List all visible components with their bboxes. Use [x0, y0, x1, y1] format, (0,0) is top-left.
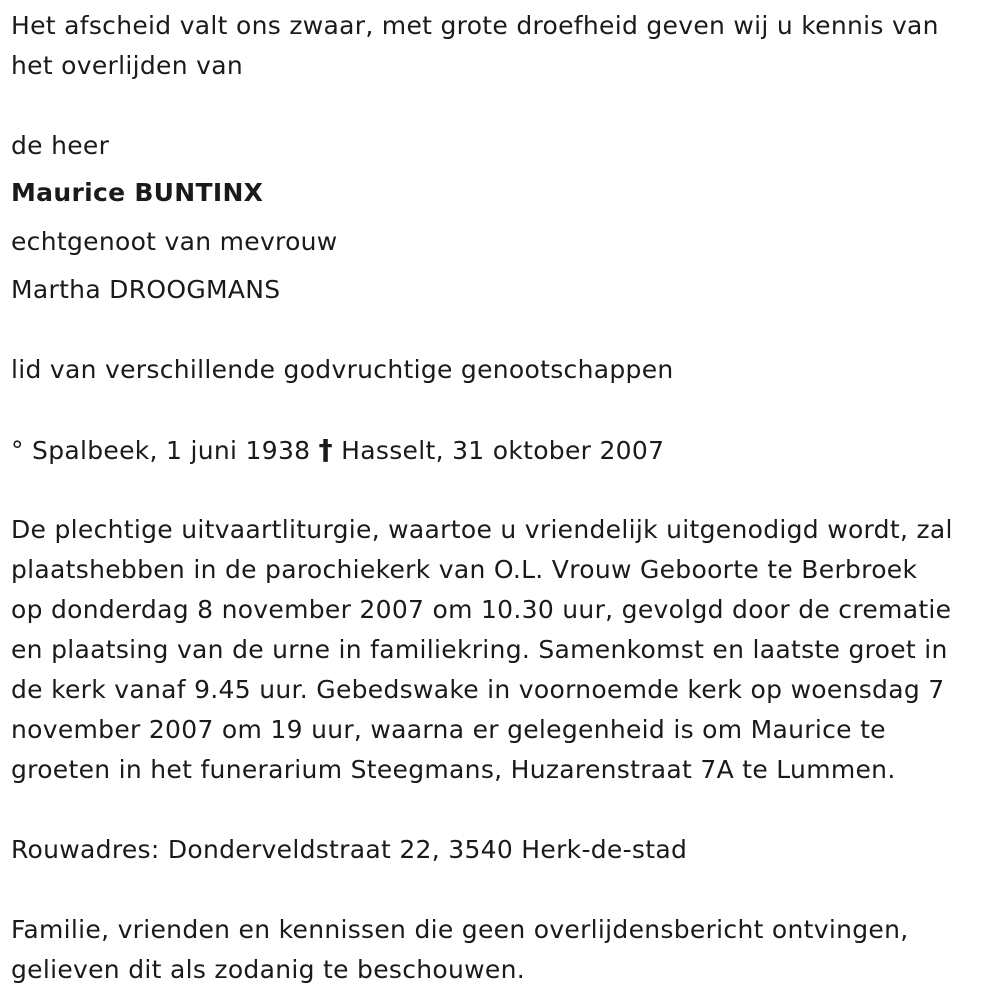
- dates-line: [11, 430, 664, 471]
- ceremony-line: groeten in het funerarium Steegmans, Huzarenstraat 7A te Lummen.: [11, 755, 896, 784]
- closing-line-1: Familie, vrienden en kennissen die geen overlijdensbericht ontvingen,: [11, 915, 909, 944]
- cross-icon: †: [318, 433, 333, 466]
- intro-line-2: het overlijden van: [11, 51, 243, 80]
- closing-line-2: gelieven dit als zodanig te beschouwen.: [11, 955, 525, 984]
- ceremony-line: plaatshebben in de parochiekerk van O.L. Vrouw Geboorte te Berbroek: [11, 555, 918, 584]
- ceremony-line: De plechtige uitvaartliturgie, waartoe u vriendelijk uitgenodigd wordt, zal: [11, 515, 953, 544]
- birth-info: ° Spalbeek, 1 juni 1938: [11, 436, 311, 465]
- mourning-address: Rouwadres: Donderveldstraat 22, 3540 Herk-de-stad: [11, 835, 688, 864]
- death-info: Hasselt, 31 oktober 2007: [341, 436, 665, 465]
- spouse-name: Martha DROOGMANS: [11, 275, 281, 304]
- ceremony-line: op donderdag 8 november 2007 om 10.30 uur, gevolgd door de crematie: [11, 595, 952, 624]
- ceremony-line: de kerk vanaf 9.45 uur. Gebedswake in voornoemde kerk op woensdag 7: [11, 675, 945, 704]
- deceased-name: Maurice BUNTINX: [11, 178, 264, 207]
- ceremony-line: en plaatsing van de urne in familiekring. Samenkomst en laatste groet in: [11, 635, 948, 664]
- intro-line-1: Het afscheid valt ons zwaar, met grote droefheid geven wij u kennis van: [11, 11, 939, 40]
- deceased-title: de heer: [11, 131, 110, 160]
- ceremony-line: november 2007 om 19 uur, waarna er gelegenheid is om Maurice te: [11, 715, 886, 744]
- deceased-relation: echtgenoot van mevrouw: [11, 227, 338, 256]
- membership-line: lid van verschillende godvruchtige genootschappen: [11, 355, 674, 384]
